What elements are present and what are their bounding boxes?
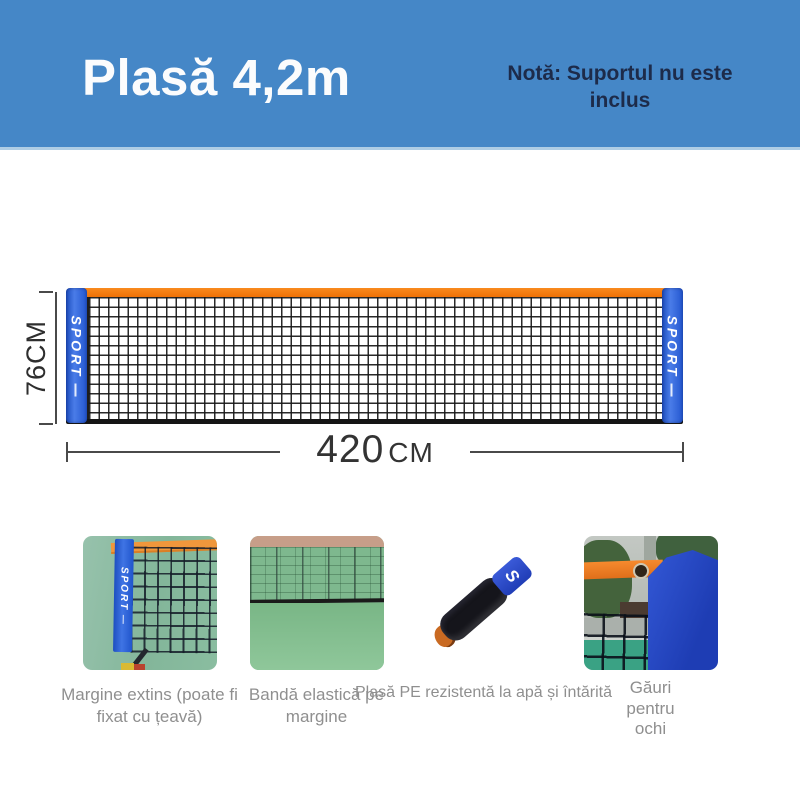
thumbnail-net-edge-photo — [83, 536, 217, 670]
thumbnail-eyelet-photo — [584, 536, 718, 670]
thumbnail-caption: Plasă PE rezistentă la apă și întărită — [354, 684, 613, 701]
thumbnail-caption: Bandă elastică pe margine — [248, 685, 385, 727]
width-dim-value: 420 — [316, 428, 385, 471]
court-textured-area — [250, 547, 384, 600]
net-post-right — [662, 288, 683, 423]
brand-text: SPORT — [664, 315, 681, 378]
thumbnail-grid — [61, 536, 734, 740]
width-dim-tick-right — [682, 442, 684, 462]
net-post-left — [66, 288, 87, 423]
height-dim-label: 76CM — [21, 319, 51, 397]
page-title: Plasă 4,2m — [82, 49, 351, 106]
wrap-letter: S — [500, 565, 523, 586]
height-dim-tick-top — [39, 291, 53, 293]
rolled-net-bundle — [426, 553, 535, 653]
brand-label — [665, 315, 681, 396]
eyelet-hole — [633, 563, 649, 579]
brand-text: SPORT — [68, 315, 85, 378]
thumbnail-caption: Margine extins (poate fi fixat cu țeavă) — [61, 685, 238, 727]
blue-fabric-panel — [648, 550, 718, 670]
brick-strip — [250, 536, 384, 547]
thumbnail-elastic-band-photo — [250, 536, 384, 670]
brand-label — [117, 567, 129, 624]
thumbnail-rolled-net-photo — [417, 536, 551, 670]
width-dim-label — [280, 429, 470, 471]
brand-sublabel-decoration — [670, 383, 672, 396]
net-top-band — [70, 288, 682, 297]
sport-side-band — [113, 539, 134, 652]
feature-margine-extins — [61, 536, 238, 740]
width-dim-tick-left — [66, 442, 68, 462]
yellow-marker — [121, 663, 134, 670]
brand-sublabel-decoration — [122, 615, 124, 624]
court-smooth-area — [250, 603, 384, 670]
net-mesh — [584, 613, 652, 670]
height-dim-line — [55, 292, 57, 424]
brand-sublabel-decoration — [74, 383, 76, 396]
feature-plasa-pe — [354, 536, 613, 740]
header-banner — [0, 0, 800, 150]
feature-banda-elastica — [233, 536, 400, 740]
thumbnail-caption: Găuri pentru ochi — [626, 678, 675, 739]
note-text: Notă: Suportul nu este inclus — [507, 62, 733, 113]
brand-text: SPORT — [117, 566, 129, 612]
width-dim-unit: CM — [388, 437, 434, 468]
red-marker — [134, 664, 145, 670]
brand-label — [69, 315, 85, 396]
net-mesh — [87, 297, 666, 419]
feature-gauri-ochi — [567, 536, 734, 740]
height-dim-tick-bottom — [39, 423, 53, 425]
net-mesh — [130, 547, 216, 654]
